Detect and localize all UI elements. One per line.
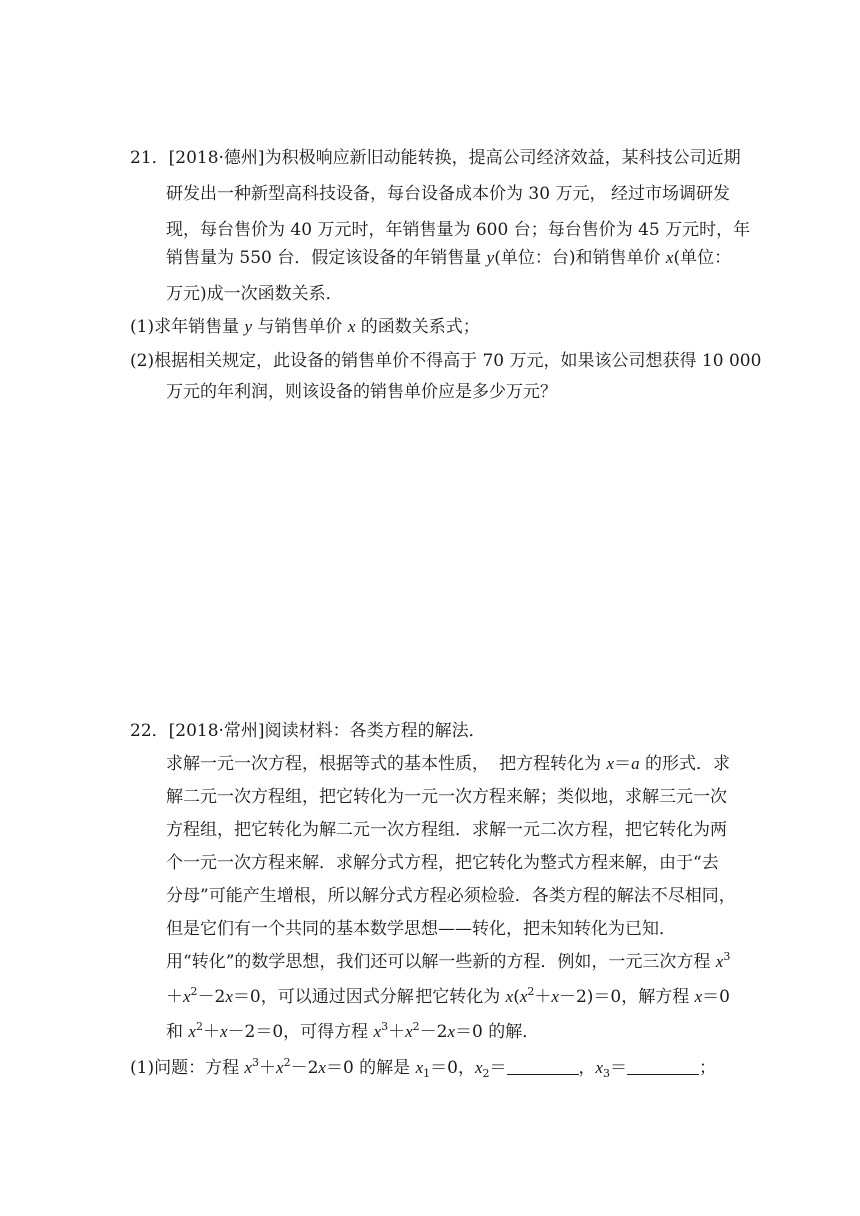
q22-para2-line-1: 用“转化”的数学思想，我们还可以解一些新的方程． 例如，一元三次方程 $x^3$ [166,950,731,972]
q22-para1-line-2: 解二元一次方程组，把它转化为一元一次方程来解；类似地，求解三元一次 [166,787,727,807]
q21-line-4: 销售量为 550 台．假定该设备的年销售量 y(单位：台) 和销售单价 x(单位： [166,248,732,268]
q21-part-2-line-1: (2)根据相关规定，此设备的销售单价不得高于 70 万元， 如果该公司想获得 10 000 [130,351,762,371]
q21-part-2-line-2: 万元的年利润，则该设备的销售单价应是多少万元？ [166,382,557,402]
q21-line-5: 万元)成一次函数关系． [166,284,343,304]
q21-line-3: 现，每台售价为 40 万元时，年销售量为 600 台； 每台售价为 45 万元时，年 [166,220,751,240]
answer-blank-x3[interactable] [627,1060,699,1075]
q21-line-1: 21．[2018·德州]为积极响应新旧动能转换， 提高公司经济效益，某科技公司近期 [130,148,741,168]
q22-para1-line-1: 求解一元一次方程，根据等式的基本性质， 把方程转化为 x＝a 的形式．求 [166,754,730,774]
answer-blank-x2[interactable] [507,1060,579,1075]
q21-line-2: 研发出一种新型高科技设备，每台设备成本价为 30 万元， 经过市场调研发 [166,184,730,204]
q21-part-1: (1)求年销售量 y 与销售单价 x 的函数关系式； [130,317,480,337]
q22-header: 22．[2018·常州]阅读材料：各类方程的解法． [130,721,486,741]
q22-para1-line-6: 但是它们有一个共同的基本数学思想——转化，把未知转化为已知． [166,919,676,939]
q22-para2-line-3: 和 $x^2+x-2=0$，可得方程 $x^3+x^2-2x=0$ 的解． [166,1020,540,1042]
q22-para1-line-4: 个一元一次方程来解．求解分式方程，把它转化为整式方程来解，由于“去 [166,853,719,873]
q22-part-1: (1)问题：方程 $x^3+x^2-2x=0$ 的解是 $x_1=0$，$x_2=$ ，$x_3=$ ； [130,1056,717,1080]
q22-para2-line-2: $+x^2-2x=0$，可以通过因式分解 把它转化为 $x(x^2+x-2)=0$，解方程 x＝0 [166,985,730,1007]
q22-para1-line-5: 分母”可能产生增根，所以解分式方程必须检验．各类方程的解法不尽相同， [166,886,736,906]
q22-para1-line-3: 方程组，把它转化为解二元一次方程组．求解一元二次方程，把它转化为两 [166,820,727,840]
